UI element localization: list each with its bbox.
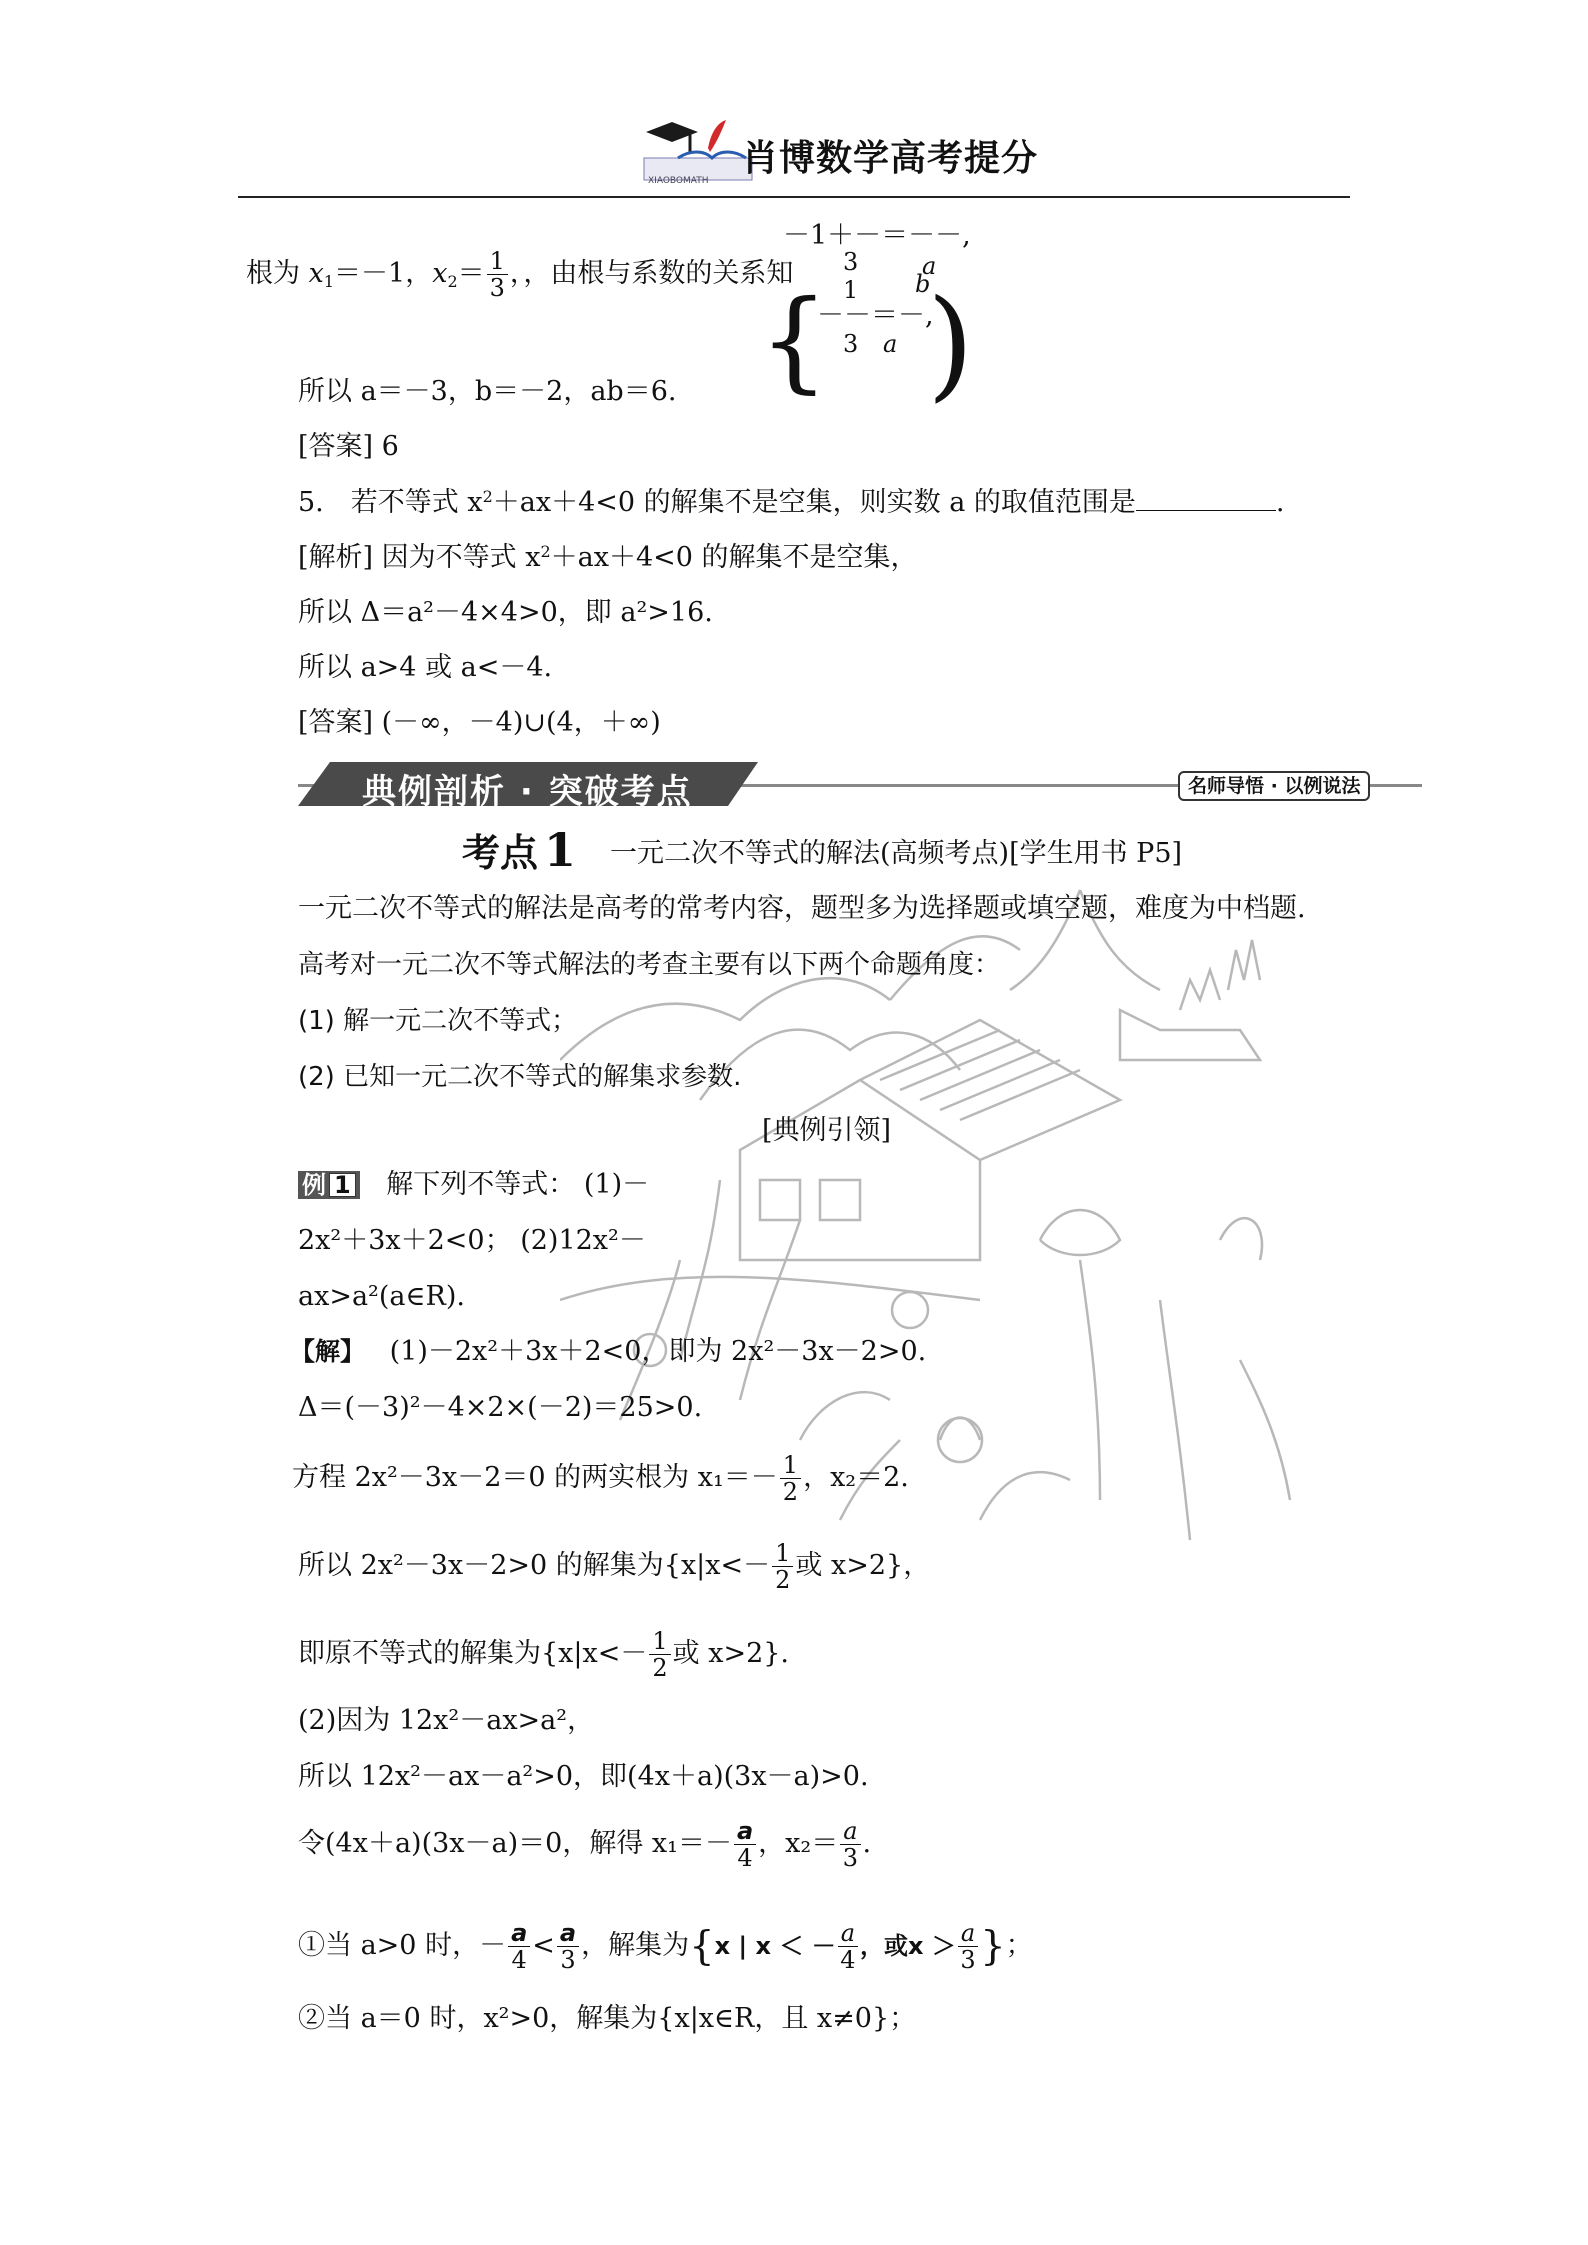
- fraction-one-half: $\frac{1}{2}$: [772, 1540, 793, 1593]
- q5-step2: 所以 a>4 或 a<－4.: [298, 652, 553, 683]
- intro-answer: [答案] 6: [298, 431, 399, 462]
- solution-line2: Δ＝(－3)²－4×2×(－2)＝25>0.: [298, 1392, 703, 1423]
- system-row2: －－＝－,: [817, 300, 934, 331]
- case1-line: ①当 a>0 时，－ $\frac{a}{4}$ < $\frac{a}{3}$ ，解集为{x | x ＜ － $\frac{a}{4}$ ，或x ＞ $\frac{a}{3}$ }；: [298, 1919, 1033, 1974]
- example-line2: 2x²＋3x＋2<0； (2)12x²－: [298, 1225, 646, 1256]
- equation-system: [759, 215, 995, 430]
- kaodian-desc: 一元二次不等式的解法(高频考点)[学生用书 P5]: [610, 838, 1183, 869]
- example-badge: 例 1: [298, 1171, 360, 1199]
- body-p4: (2) 已知一元二次不等式的解集求参数.: [298, 1062, 742, 1092]
- solution-line7: 所以 12x²－ax－a²>0，即(4x＋a)(3x－a)>0.: [298, 1761, 869, 1792]
- section-title: 典例剖析 · 突破考点: [362, 772, 693, 812]
- fraction-one-half: $\frac{1}{2}$: [780, 1452, 801, 1505]
- left-brace-icon: {: [759, 276, 829, 404]
- right-paren-icon: ): [927, 275, 974, 414]
- case2-line: ②当 a＝0 时，x²>0，解集为{x|x∈R，且 x≠0}；: [298, 2003, 917, 2034]
- section-band: [298, 762, 1422, 812]
- logo-caption: XIAOBOMATH: [648, 176, 709, 186]
- example-line1: 例 1 解下列不等式： (1)－: [298, 1168, 649, 1202]
- system-row2-b: b: [915, 270, 931, 298]
- system-row2-a: a: [883, 330, 898, 358]
- fraction-a-over-4: $\frac{a}{4}$: [508, 1920, 530, 1973]
- body-center-label: [典例引领]: [762, 1115, 892, 1146]
- fraction-a-over-4: $\frac{a}{4}$: [734, 1818, 756, 1871]
- fraction-one-third: $\frac{1}{3}$: [487, 248, 508, 301]
- q5-question: 5. 若不等式 $x^2+ax+4<0$ 的解集不是空集，则实数 a 的取值范围是 .: [298, 487, 1285, 518]
- answer-blank: [1136, 490, 1276, 511]
- fraction-a-over-3: $\frac{a}{3}$: [840, 1818, 860, 1871]
- fraction-a-over-4: $\frac{a}{4}$: [838, 1920, 858, 1973]
- header-divider: [238, 196, 1350, 198]
- solution-line4: 所以 2x²－3x－2>0 的解集为{x|x<－ $\frac{1}{2}$ 或 x>2}，: [298, 1539, 931, 1594]
- system-row1-third: 3: [843, 248, 859, 276]
- q5-analysis: [解析] 因为不等式 $x^2+ax+4<0$ 的解集不是空集，: [298, 542, 918, 573]
- intro-line1: 根为 $x_1=-1$，$x_2=$ $\frac{1}{3}$ ，，由根与系数的关系知: [246, 247, 794, 302]
- q5-answer: [答案] (－∞，－4)∪(4，＋∞): [298, 707, 661, 738]
- fraction-a-over-3: $\frac{a}{3}$: [557, 1920, 579, 1973]
- fraction-one-half: $\frac{1}{2}$: [649, 1628, 670, 1681]
- fraction-a-over-3: $\frac{a}{3}$: [958, 1920, 978, 1973]
- solution-line6: (2)因为 12x²－ax>a²，: [298, 1705, 595, 1736]
- header-title: 肖博数学高考提分: [742, 137, 1039, 179]
- left-brace-icon: {: [689, 1923, 715, 1970]
- solution-line3: 方程 2x²－3x－2＝0 的两实根为 x₁＝－ $\frac{1}{2}$ ，x₂＝2.: [292, 1451, 909, 1506]
- body-p3: (1) 解一元二次不等式；: [298, 1006, 578, 1036]
- kaodian-word: 考点: [462, 831, 539, 875]
- body-p1: 一元二次不等式的解法是高考的常考内容，题型多为选择题或填空题，难度为中档题.: [298, 893, 1306, 924]
- system-row1-a: a: [922, 252, 937, 280]
- system-row1: －1＋－＝－－,: [783, 220, 971, 251]
- kaodian-heading: [462, 822, 576, 877]
- right-brace-icon: }: [980, 1923, 1006, 1970]
- section-right-label: 名师导悟 · 以例说法: [1178, 771, 1370, 801]
- body-p2: 高考对一元二次不等式解法的考查主要有以下两个命题角度：: [298, 950, 1001, 980]
- intro-line2: 所以 a＝－3，b＝－2，ab＝6.: [298, 376, 677, 407]
- system-row2-three: 3: [843, 330, 859, 358]
- example-line3: ax>a²(a∈R).: [298, 1281, 465, 1312]
- system-row2-one: 1: [843, 276, 859, 304]
- solution-line1: 【解】 (1)－2x²＋3x＋2<0，即为 2x²－3x－2>0.: [290, 1336, 927, 1367]
- kaodian-number: 1: [544, 823, 577, 877]
- q5-step1: 所以 Δ＝a²－4×4>0，即 a²>16.: [298, 597, 713, 628]
- solution-line5: 即原不等式的解集为{x|x<－ $\frac{1}{2}$ 或 x>2}.: [298, 1627, 790, 1682]
- solution-line8: 令(4x＋a)(3x－a)＝0，解得 x₁＝－ $\frac{a}{4}$ ，x₂＝ $\frac{a}{3}$ .: [298, 1817, 872, 1872]
